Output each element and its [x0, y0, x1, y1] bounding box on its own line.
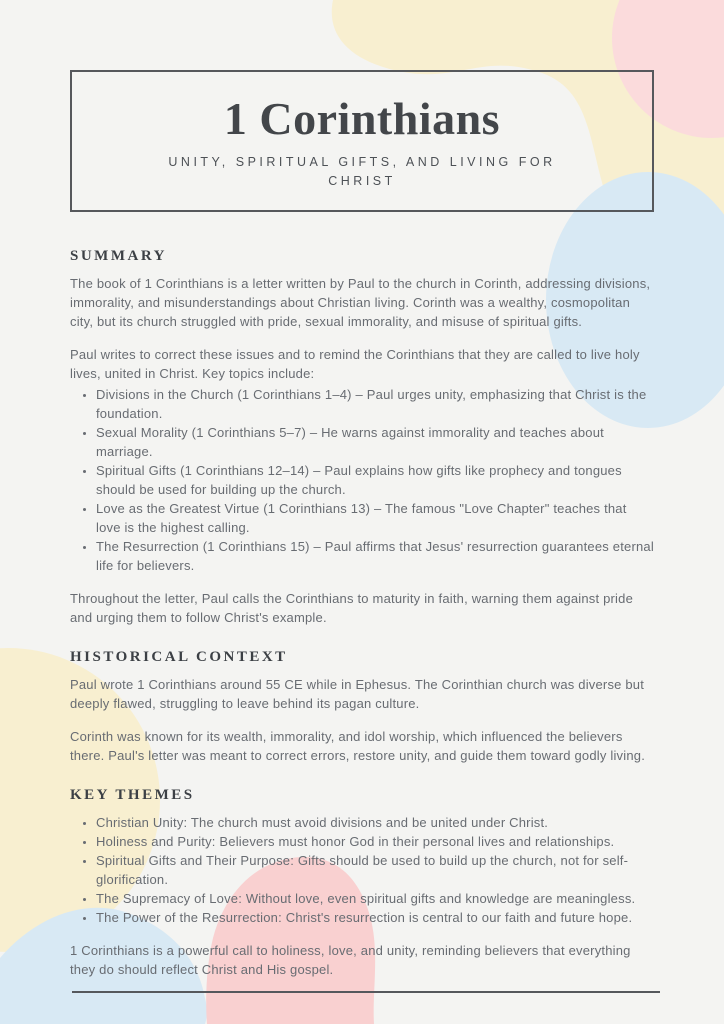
list-item: • Christian Unity: The church must avoid divisions and be united under Christ.	[96, 813, 654, 832]
list-item: • Divisions in the Church (1 Corinthians 1–4) – Paul urges unity, emphasizing that Christ is the foundation.	[96, 385, 654, 423]
historical-paragraph-2: Corinth was known for its wealth, immorality, and idol worship, which influenced the believers there. Paul's letter was meant to correct errors, restore unity, and guide them toward godly living.	[70, 729, 646, 763]
summary-paragraph-2: Paul writes to correct these issues and to remind the Corinthians that they are called to live holy lives, united in Christ. Key topics include:	[70, 347, 640, 381]
historical-paragraph-1: Paul wrote 1 Corinthians around 55 CE while in Ephesus. The Corinthian church was diverse but deeply flawed, struggling to leave behind its pagan culture.	[70, 677, 645, 711]
list-item: • Love as the Greatest Virtue (1 Corinthians 13) – The famous "Love Chapter" teaches that love is the highest calling.	[96, 499, 654, 537]
summary-paragraph-3: Throughout the letter, Paul calls the Corinthians to maturity in faith, warning them against pride and urging them to follow Christ's example.	[70, 591, 634, 625]
page-title: 1 Corinthians	[223, 93, 501, 144]
section-key-themes	[70, 787, 654, 979]
summary-bullet-list	[70, 385, 654, 575]
list-item: • Sexual Morality (1 Corinthians 5–7) – He warns against immorality and teaches about marriage.	[96, 423, 654, 461]
summary-heading: SUMMARY	[70, 248, 167, 264]
list-item: • The Power of the Resurrection: Christ's resurrection is central to our faith and future hope.	[96, 908, 654, 927]
list-item: • Spiritual Gifts (1 Corinthians 12–14) – Paul explains how gifts like prophecy and tongues should be used for building up the church.	[96, 461, 654, 499]
historical-context-heading: HISTORICAL CONTEXT	[70, 649, 288, 665]
closing-paragraph: 1 Corinthians is a powerful call to holiness, love, and unity, reminding believers that everything they do should reflect Christ and His gospel.	[70, 943, 631, 977]
section-historical-context	[70, 649, 654, 765]
list-item: • The Supremacy of Love: Without love, even spiritual gifts and knowledge are meaningless.	[96, 889, 654, 908]
key-themes-bullet-list	[70, 813, 654, 927]
list-item: • Holiness and Purity: Believers must honor God in their personal lives and relationships.	[96, 832, 654, 851]
summary-paragraph-1: The book of 1 Corinthians is a letter written by Paul to the church in Corinth, addressing divisions, immorality, and misunderstandings about Christian living. Corinth was a wealthy, cosmopolitan city, but its church struggled with pride, sexual immorality, and misuse of spiritual gifts.	[70, 276, 651, 329]
page-subtitle: UNITY, SPIRITUAL GIFTS, AND LIVING FOR CHRIST	[168, 155, 556, 188]
list-item: • The Resurrection (1 Corinthians 15) – Paul affirms that Jesus' resurrection guarantees eternal life for believers.	[96, 537, 654, 575]
key-themes-heading: KEY THEMES	[70, 787, 195, 803]
footer-divider	[72, 991, 660, 993]
list-item: • Spiritual Gifts and Their Purpose: Gifts should be used to build up the church, not for self-glorification.	[96, 851, 654, 889]
section-summary	[70, 248, 654, 627]
title-box	[70, 70, 654, 212]
